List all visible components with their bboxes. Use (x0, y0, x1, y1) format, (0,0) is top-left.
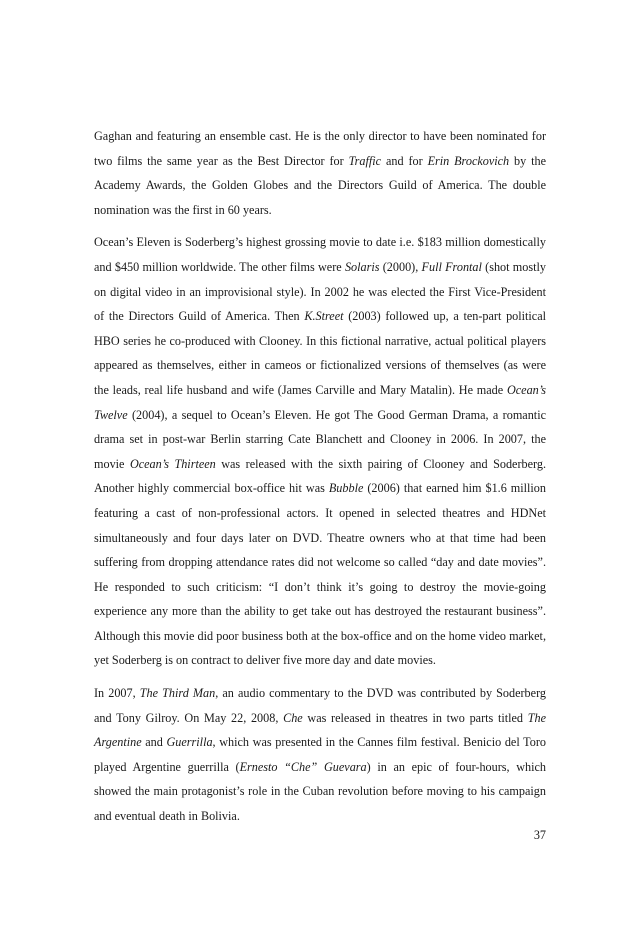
text-run: was released in theatres in two parts titled (302, 710, 528, 725)
film-title-the-argentine: The Argentine (94, 710, 546, 750)
text-run: by the Academy Awards, the Golden Globes and the Directors Guild of America. The double nomination was the first in 60 years. (94, 153, 546, 217)
text-run: Gaghan and featuring an ensemble cast. He is the only director to have been nominated for two films the same year as the Best Director for (94, 129, 546, 168)
film-title-erin-brockovich: Erin Brockovich (427, 153, 510, 168)
text-run: (2006) that earned him $1.6 million featuring a cast of non-professional actors. It opened in selected theatres and HDNet simultaneously and four days later on DVD. Theatre owners who at that time had been suffering from dropping attendance rates did not welcome so called “day and date movies”. He responded to such criticism: “I don’t think it’s going to destroy the movie-going experience any more than the ability to get take out has destroyed the restaurant business”. Although this movie did poor business both at the box-office and on the home video market, yet Soderberg is on contract to deliver five more day and date movies. (94, 481, 546, 668)
film-title-bubble: Bubble (328, 481, 364, 496)
paragraph-che (94, 681, 546, 829)
film-title-oceans-twelve: Ocean’s Twelve (94, 382, 546, 422)
text-run: (2000), (379, 259, 422, 274)
text-run: , an audio commentary to the DVD was contributed by Soderberg and Tony Gilroy. On May 22, 2008, (94, 686, 546, 725)
paragraph-oceans-eleven (94, 230, 546, 673)
text-run: Ocean’s Eleven is Soderberg’s highest grossing movie to date i.e. $183 million domestically and $450 million worldwide. The other films were (94, 235, 546, 274)
text-run: (2003) followed up, a ten-part political HBO series he co-produced with Clooney. In this fictional narrative, actual political players appeared as themselves, either in cameos or fictionalized versions of themselves (as were the leads, real life husband and wife (James Carville and Mary Matalin). He made (94, 309, 547, 397)
film-title-guerrilla: Guerrilla (166, 735, 213, 750)
page-number: 37 (533, 828, 546, 842)
text-run: (2004), a sequel to Ocean’s Eleven. He got The Good German Drama, a romantic drama set in post-war Berlin starring Cate Blanchett and Clooney in 2006. In 2007, the movie (94, 407, 546, 471)
text-run: was released with the sixth pairing of Clooney and Soderberg. Another highly commercial box-office hit was (94, 456, 547, 496)
text-run: (shot mostly on digital video in an improvisional style). In 2002 he was elected the First Vice-President of the Directors Guild of America. Then (94, 259, 546, 324)
body-text (94, 124, 546, 837)
film-title-full-frontal: Full Frontal (421, 259, 482, 274)
film-title-oceans-thirteen: Ocean’s Thirteen (129, 456, 216, 471)
film-title-che: Che (283, 710, 303, 725)
film-title-traffic: Traffic (348, 153, 382, 168)
paragraph-nominations (94, 124, 546, 222)
text-run: In 2007, (94, 686, 140, 701)
film-title-solaris: Solaris (344, 259, 380, 274)
text-run: and (141, 735, 167, 750)
character-name-che-guevara: Ernesto “Che” Guevara (239, 759, 367, 774)
text-run: and for (381, 153, 428, 168)
film-title-the-third-man: The Third Man (139, 686, 216, 701)
series-title-k-street: K.Street (304, 309, 344, 324)
text-run: , which was presented in the Cannes film festival. Benicio del Toro played Argentine guerrilla ( (94, 735, 546, 774)
text-run: ) in an epic of four-hours, which showed the main protagonist’s role in the Cuban revolution before moving to his campaign and eventual death in Bolivia. (94, 759, 546, 824)
